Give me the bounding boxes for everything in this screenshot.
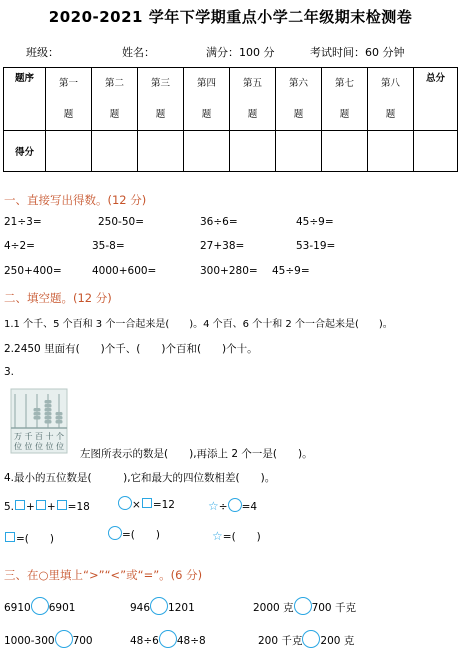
column-cell-2: 第二 题 bbox=[92, 68, 138, 131]
compare-circle[interactable] bbox=[55, 630, 73, 648]
compare-item: 1000-300 700 bbox=[4, 630, 93, 648]
column-cell-6: 第六 题 bbox=[276, 68, 322, 131]
calc-item: 250+400= bbox=[4, 265, 62, 277]
equation-result: =18 bbox=[67, 501, 90, 513]
equation-result: =12 bbox=[152, 499, 175, 511]
score-cell[interactable] bbox=[184, 131, 230, 172]
abacus-unit-label: 位 bbox=[14, 442, 22, 451]
compare-item: 200 千克 200 克 bbox=[258, 630, 354, 648]
total-header-cell: 总分 bbox=[414, 68, 458, 131]
row-header-cell: 题序 bbox=[4, 68, 46, 131]
column-cell-5: 第五 题 bbox=[230, 68, 276, 131]
square-shape-icon bbox=[36, 500, 46, 510]
score-cell[interactable] bbox=[230, 131, 276, 172]
score-cell[interactable] bbox=[138, 131, 184, 172]
class-label: 班级： bbox=[26, 46, 59, 59]
score-cell[interactable] bbox=[46, 131, 92, 172]
section3-heading: 三、在○里填上“>”“<”或“=”。(6 分) bbox=[4, 568, 203, 582]
question-2-5-eq2 bbox=[118, 496, 175, 511]
score-cell[interactable] bbox=[322, 131, 368, 172]
square-shape-icon bbox=[15, 500, 25, 510]
compare-circle[interactable] bbox=[302, 630, 320, 648]
calc-item: 35-8= bbox=[92, 240, 125, 252]
column-cell-1: 第一 题 bbox=[46, 68, 92, 131]
column-cell-3: 第三 题 bbox=[138, 68, 184, 131]
score-cell[interactable] bbox=[92, 131, 138, 172]
calc-item: 36÷6= bbox=[200, 216, 238, 228]
score-cell[interactable] bbox=[368, 131, 414, 172]
score-table bbox=[3, 67, 458, 172]
abacus-unit-label: 位 bbox=[35, 442, 43, 451]
circle-shape-icon bbox=[118, 496, 132, 510]
abacus-unit-label: 位 bbox=[24, 442, 33, 451]
equation-result: =4 bbox=[241, 501, 258, 513]
abacus-unit-label: 位 bbox=[45, 442, 54, 451]
divide-sign: ÷ bbox=[218, 501, 228, 513]
question-2-5 bbox=[4, 500, 90, 513]
star-shape-icon: ☆ bbox=[208, 499, 219, 513]
score-header-cell: 得分 bbox=[4, 131, 46, 172]
calc-item: 4÷2= bbox=[4, 240, 35, 252]
score-cell[interactable] bbox=[414, 131, 458, 172]
name-label: 姓名： bbox=[122, 46, 155, 59]
compare-item: 48÷6 48÷8 bbox=[130, 630, 206, 648]
square-shape-icon bbox=[57, 500, 67, 510]
compare-item: 2000 克 700 千克 bbox=[253, 597, 356, 615]
page-title: 2020-2021 学年下学期重点小学二年级期末检测卷 bbox=[48, 8, 413, 26]
question-2-3-label: 3. bbox=[4, 366, 15, 378]
calc-item: 27+38= bbox=[200, 240, 245, 252]
calc-item: 45÷9= bbox=[296, 216, 334, 228]
circle-shape-icon bbox=[108, 526, 122, 540]
square-shape-icon bbox=[142, 498, 152, 508]
answer-square bbox=[4, 531, 54, 546]
abacus-place-label: 百 bbox=[35, 432, 43, 441]
calc-item: 21÷3= bbox=[4, 216, 42, 228]
answer-circle bbox=[108, 526, 160, 542]
table-header-row bbox=[4, 68, 458, 131]
calc-item: 53-19= bbox=[296, 240, 336, 252]
full-score-label: 满分：100 分 bbox=[206, 46, 275, 59]
question-2-1: 1.1 个千、5 个百和 3 个一合起来是( )。4 个百、6 个十和 2 个一合起来是( )。 bbox=[4, 319, 393, 330]
plus-sign: + bbox=[46, 501, 56, 513]
section2-heading: 二、填空题。(12 分) bbox=[4, 291, 112, 305]
exam-time-label: 考试时间：60 分钟 bbox=[310, 46, 405, 59]
column-cell-4: 第四 题 bbox=[184, 68, 230, 131]
abacus-place-label: 千 bbox=[24, 432, 33, 441]
question-2-4: 4.最小的五位数是( ),它和最大的四位数相差( )。 bbox=[4, 472, 276, 484]
plus-sign: + bbox=[26, 501, 35, 513]
score-cell[interactable] bbox=[276, 131, 322, 172]
question-2-5-eq3 bbox=[208, 498, 257, 513]
calc-item: 45÷9= bbox=[272, 265, 310, 277]
answer-star bbox=[212, 529, 261, 544]
question-2-5-label: 5. bbox=[4, 501, 15, 513]
compare-item: 6910 6901 bbox=[4, 597, 75, 615]
calc-item: 300+280= bbox=[200, 265, 258, 277]
answer-blank[interactable]: =( ) bbox=[16, 533, 54, 545]
compare-circle[interactable] bbox=[150, 597, 168, 615]
question-2-3-text: 左图所表示的数是( ),再添上 2 个一是( )。 bbox=[80, 448, 313, 460]
compare-circle[interactable] bbox=[31, 597, 49, 615]
abacus-icon bbox=[10, 388, 68, 454]
square-shape-icon bbox=[5, 532, 15, 542]
abacus-place-label: 万 bbox=[14, 432, 22, 441]
column-cell-8: 第八 题 bbox=[368, 68, 414, 131]
abacus-illustration bbox=[10, 388, 68, 454]
column-cell-7: 第七 题 bbox=[322, 68, 368, 131]
abacus-unit-label: 位 bbox=[56, 442, 64, 451]
abacus-place-label: 十 bbox=[45, 432, 54, 441]
calc-item: 250-50= bbox=[98, 216, 144, 228]
compare-circle[interactable] bbox=[294, 597, 312, 615]
circle-shape-icon bbox=[228, 498, 242, 512]
calc-item: 4000+600= bbox=[92, 265, 157, 277]
compare-item: 946 1201 bbox=[130, 597, 195, 615]
compare-circle[interactable] bbox=[159, 630, 177, 648]
score-row bbox=[4, 131, 458, 172]
answer-blank[interactable]: =( ) bbox=[222, 531, 261, 543]
times-sign: × bbox=[132, 499, 141, 511]
abacus-place-label: 个 bbox=[56, 432, 64, 441]
question-2-2: 2.2450 里面有( )个千、( )个百和( )个十。 bbox=[4, 343, 258, 355]
star-shape-icon: ☆ bbox=[212, 529, 223, 543]
answer-blank[interactable]: =( ) bbox=[122, 529, 160, 541]
section1-heading: 一、直接写出得数。(12 分) bbox=[4, 193, 147, 207]
